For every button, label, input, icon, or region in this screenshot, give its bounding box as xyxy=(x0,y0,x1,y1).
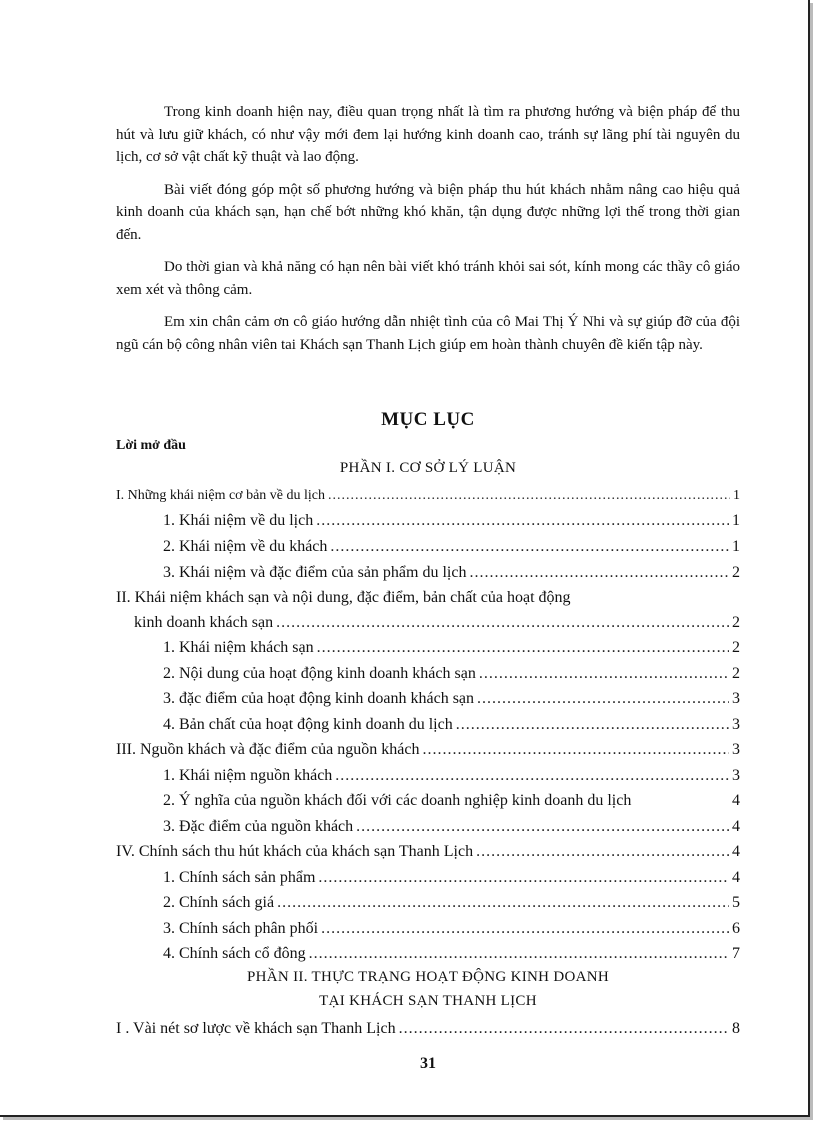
toc-entry-page: 3 xyxy=(732,690,740,707)
toc-leader xyxy=(328,484,730,508)
intro-paragraph: Trong kinh doanh hiện nay, điều quan trọng nhất là tìm ra phương hướng và biện pháp để thu hút và lưu giữ khách, có như vậy mới đem lại hướng kinh doanh cao, tránh sự lãng phí tài nguyên du lịch, cơ sở vật chất kỹ thuật và lao động. xyxy=(116,104,740,165)
toc-entry-label: 3. Chính sách phân phối xyxy=(163,920,319,937)
toc-entry-label: III. Nguồn khách và đặc điểm của nguồn khách xyxy=(116,741,420,758)
toc-entry-page: 4 xyxy=(732,869,740,886)
toc-entry-label: II. Khái niệm khách sạn và nội dung, đặc điểm, bản chất của hoạt động xyxy=(116,589,571,606)
toc-entry-label: IV. Chính sách thu hút khách của khách sạn Thanh Lịch xyxy=(116,843,474,860)
toc-entry xyxy=(163,687,740,711)
toc-leader xyxy=(422,738,729,762)
toc-entry-page: 4 xyxy=(732,818,740,835)
toc-entry-label: 3. Đặc điểm của nguồn khách xyxy=(163,818,354,835)
toc-entry xyxy=(116,484,740,508)
toc-entry-label: 2. Nội dung của hoạt động kinh doanh khách sạn xyxy=(163,665,476,682)
toc-entry-page: 2 xyxy=(732,564,740,581)
toc-entry-page: 6 xyxy=(732,920,740,937)
toc-entry-label: 1. Khái niệm khách sạn xyxy=(163,639,314,656)
intro-paragraph: Em xin chân cảm ơn cô giáo hướng dẫn nhiệt tình của cô Mai Thị Ý Nhi và sự giúp đỡ của đội ngũ cán bộ công nhân viên tai Khách sạn Thanh Lịch giúp em hoàn thành chuyên đề kiến tập này. xyxy=(116,314,740,353)
toc-entry-label: 1. Khái niệm về du lịch xyxy=(163,512,314,529)
toc-entry-page: 2 xyxy=(732,614,740,631)
toc-entry-page: 3 xyxy=(732,716,740,733)
page-number: 31 xyxy=(420,1055,436,1072)
toc-entry xyxy=(163,764,740,788)
toc-entry-page: 2 xyxy=(732,639,740,656)
toc-entry xyxy=(134,611,740,635)
toc-leader xyxy=(316,509,729,533)
toc-entry-label: 1. Khái niệm nguồn khách xyxy=(163,767,333,784)
toc-entry xyxy=(116,586,740,610)
intro-text xyxy=(116,101,740,366)
toc-entry-label: I . Vài nét sơ lược về khách sạn Thanh Lịch xyxy=(116,1020,396,1037)
toc-entry-page: 4 xyxy=(732,843,740,860)
toc-leader xyxy=(476,840,729,864)
toc-entry-page: 1 xyxy=(732,538,740,555)
toc-entry-label: 3. đặc điểm của hoạt động kinh doanh khách sạn xyxy=(163,690,475,707)
toc-leader xyxy=(276,611,729,635)
toc-entry-label: 1. Chính sách sản phẩm xyxy=(163,869,316,886)
toc-leader xyxy=(318,866,729,890)
part-2-title-line-1: PHẦN II. THỰC TRẠNG HOẠT ĐỘNG KINH DOANH xyxy=(247,969,609,985)
part-1-title: PHẦN I. CƠ SỞ LÝ LUẬN xyxy=(339,460,517,476)
toc-entry-page: 3 xyxy=(732,741,740,758)
toc-entry-label: 4. Chính sách cổ đông xyxy=(163,945,306,962)
toc-title: MỤC LỤC xyxy=(381,409,475,430)
toc-entry xyxy=(163,636,740,660)
toc-entry xyxy=(116,840,740,864)
toc-entry xyxy=(116,738,740,762)
toc-entry-page: 3 xyxy=(732,767,740,784)
toc-entry xyxy=(163,789,740,813)
toc-entry-label: 2. Ý nghĩa của nguồn khách đối với các doanh nghiệp kinh doanh du lịch xyxy=(163,792,632,809)
toc-entry-page: 8 xyxy=(732,1020,740,1037)
toc-entry xyxy=(163,561,740,585)
toc-entry-label: 2. Chính sách giá xyxy=(163,894,275,911)
toc-leader xyxy=(456,713,729,737)
toc-entry xyxy=(163,815,740,839)
toc-entry xyxy=(163,891,740,915)
toc-entry-label: 4. Bản chất của hoạt động kinh doanh du lịch xyxy=(163,716,453,733)
part-2-title-line-2: TẠI KHÁCH SẠN THANH LỊCH xyxy=(319,993,537,1009)
toc-entry-page: 5 xyxy=(732,894,740,911)
intro-paragraph: Do thời gian và khả năng có hạn nên bài viết khó tránh khỏi sai sót, kính mong các thầy cô giáo xem xét và thông cảm. xyxy=(116,259,740,298)
toc-leader xyxy=(399,1017,729,1041)
toc-leader xyxy=(309,942,729,966)
toc-leader xyxy=(335,764,729,788)
toc-entry xyxy=(163,917,740,941)
toc-leader xyxy=(277,891,729,915)
toc-entry xyxy=(163,535,740,559)
toc-leader xyxy=(330,535,729,559)
toc-entry-label: 2. Khái niệm về du khách xyxy=(163,538,328,555)
toc-leader xyxy=(317,636,729,660)
toc-preface: Lời mở đầu xyxy=(116,438,186,453)
toc-entry-page: 1 xyxy=(732,512,740,529)
toc-entry-page: 4 xyxy=(732,792,740,809)
toc-leader xyxy=(469,561,729,585)
intro-paragraph: Bài viết đóng góp một số phương hướng và biện pháp thu hút khách nhằm nâng cao hiệu quả kinh doanh của khách sạn, hạn chế bớt những khó khăn, tận dụng được những lợi thế trong thời gian đến. xyxy=(116,181,740,243)
toc-leader xyxy=(477,687,729,711)
toc-entry-page: 7 xyxy=(732,945,740,962)
toc-entry-label: 3. Khái niệm và đặc điểm của sản phẩm du lịch xyxy=(163,564,467,581)
toc-entry xyxy=(163,509,740,533)
toc-entry xyxy=(163,866,740,890)
toc-leader xyxy=(356,815,729,839)
toc-entry xyxy=(163,713,740,737)
toc-entry-page: 1 xyxy=(733,488,740,503)
toc-entry-page: 2 xyxy=(732,665,740,682)
toc-entry xyxy=(116,1017,740,1041)
toc-leader xyxy=(479,662,729,686)
toc-entry xyxy=(163,942,740,966)
toc-leader xyxy=(321,917,729,941)
toc-entry-label: I. Những khái niệm cơ bản về du lịch xyxy=(116,488,325,503)
toc-entry-label: kinh doanh khách sạn xyxy=(134,614,274,631)
toc-entry xyxy=(163,662,740,686)
